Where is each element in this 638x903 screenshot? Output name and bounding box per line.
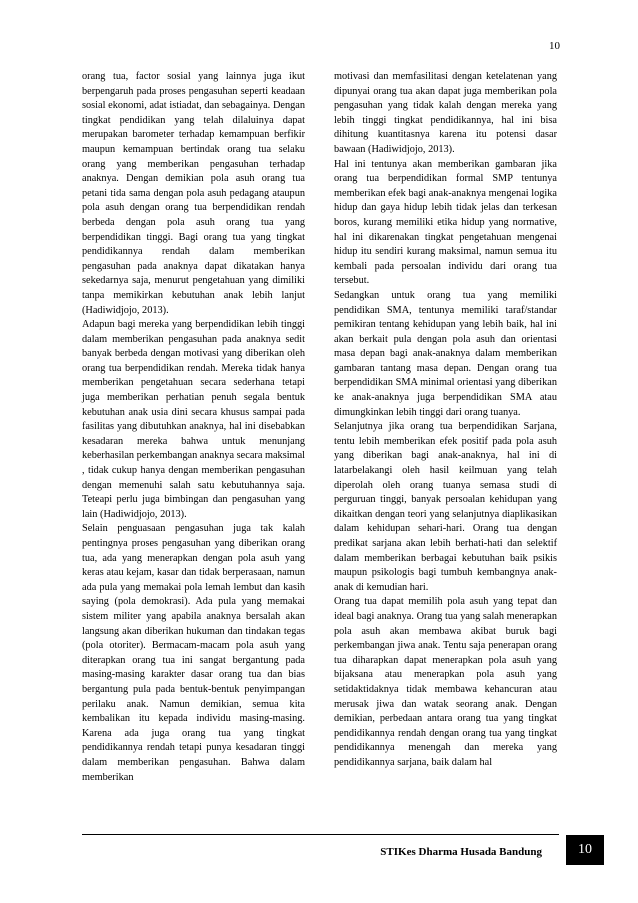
paragraph: Sedangkan untuk orang tua yang memiliki pendidikan SMA, tentunya memiliki taraf/standar pemikiran tentang kehidupan yang lebih baik, hal ini akan berkait pula dengan pola asuh dan orientasi masa depan bagi anak-anaknya dalam memberikan gambaran tantang masa depan. Dengan orang tua berpendidikan SMA minimal orientasi yang diberikan ke anak-anaknya juga berpendidikan SMA atau dimungkinkan lebih tinggi dari orang tuanya.: [334, 289, 557, 418]
footer-page-number-box: [566, 835, 604, 865]
paragraph: Adapun bagi mereka yang berpendidikan lebih tinggi dalam memberikan pengasuhan pada anaknya sedit banyak berbeda dengan motivasi yang diberikan oleh orang tua berpendidikan rendah. Mereka tidak hanya memberikan pengetahuan secara sederhana tetapi juga memberikan perhatian penuh segala bentuk kebutuhan anak usia dini secara khusus sampai pada fasilitas yang dibutuhkan anaknya, hal ini disebabkan kesadaran mereka bahwa untuk menunjang keberhasilan perkembangan anaknya secara maksimal , tidak cukup hanya dengan memberikan pengasuhan dengan memenuhi salah satu kebutuhannya saja. Teteapi perlu juga bimbingan dan pengasuhan yang lain (Hadiwidjojo, 2013).: [82, 319, 305, 520]
paragraph: motivasi dan memfasilitasi dengan ketelatenan yang dipunyai orang tua akan dapat juga memberikan pola pengasuhan yang tidak kalah dengan mereka yang lebih tinggi tingkat pendidikannya, hal ini bisa dihitung kuantitasnya karena itu potensi dasar bawaan (Hadiwidjojo, 2013).: [334, 71, 557, 155]
footer-institution: STIKes Dharma Husada Bandung: [380, 846, 542, 858]
footer-divider: [82, 834, 559, 835]
paragraph: Selain penguasaan pengasuhan juga tak kalah pentingnya proses pengasuhan yang diberikan orang tua, ada yang menerapkan dengan pola asuh yang keras atau kejam, kasar dan tidak berperasaan, namun ada pula yang memakai pola lemah lembut dan kasih saying (pola demokrasi). Ada pula yang memakai sistem militer yang apabila anaknya bersalah akan langsung akan diberikan hukuman dan tindakan tegas (pola otoriter). Bermacam-macam pola asuh yang diterapkan orang tua ini sangat bergantung pada masing-masing karakter dasar orang tua dan bias bergantung pula pada bentuk-bentuk penyimpangan perilaku anak. Namun demikian, semua kita kembalikan itu kepada individu masing-masing. Karena ada juga orang tua yang tingkat pendidikannya rendah tetapi punya kesadaran tinggi dalam memberikan pengasuhan. Bahwa dalam memberikan: [82, 523, 305, 783]
header-page-number: 10: [549, 40, 560, 52]
paragraph: Selanjutnya jika orang tua berpendidikan Sarjana, tentu lebih memberikan efek positif pada pola asuh yang diberikan bagi anak-anaknya, hal ini di latarbelakangi oleh hasil keilmuan yang telah diperolah oleh orang tuanya semasa studi di perguruan tinggi, banyak persoalan kehidupan yang dikaitkan dengan teori yang selanjutnya diaplikasikan dalam kehidupan sehari-hari. Orang tua dengan predikat sarjana akan lebih berhati-hati dan selektif dalam memberikan berbagai kebutuhan baik psikis maupun psikologis bagi tumbuh kembangnya anak-anak di kemudian hari.: [334, 421, 557, 593]
right-text-column: [334, 70, 557, 771]
left-text-column: [82, 70, 305, 785]
paragraph: orang tua, factor sosial yang lainnya juga ikut berpengaruh pada proses pengasuhan seperti keadaan sosial ekonomi, adat istiadat, dan sebagainya. Dengan tingkat pendidikan yang telah dilaluinya dapat merupakan barometer terhadap kemampuan berfikir maupun kemampuan bertindak orang tua selaku orang yang memberikan pengasuhan terhadap anaknya. Dengan demikian pola asuh orang tua petani tida sama dengan pola asuh pedagang ataupun pola asuh dengan orang tua berpendidikan rendah berbeda dengan pola asuh orang tua yang berpendidikan tinggi. Bagi orang tua yang tingkat pendidikannya rendah dalam memberikan pengasuhan pada anaknya dapat dikatakan hanya sekedarnya saja, menurut pengetahuan yang dimiliki tanpa memikirkan kebutuhan anak lebih lanjut (Hadiwidjojo, 2013).: [82, 71, 305, 316]
paragraph: Hal ini tentunya akan memberikan gambaran jika orang tua berpendidikan formal SMP tentunya memberikan efek bagi anak-anaknya mengenai logika hidup dan gaya hidup lebih tidak jelas dan terkesan boros, kurang memiliki etika hidup yang normative, hal ini dikarenakan tingkat pengetahuan mengenai hidup itu sendiri kurang maksimal, namun semua itu kembali pada persoalan individu dari orang tua tersebut.: [334, 158, 557, 287]
footer-page-number: 10: [578, 842, 592, 857]
paragraph: Orang tua dapat memilih pola asuh yang tepat dan ideal bagi anaknya. Orang tua yang salah menerapkan pola asuh akan membawa akibat buruk bagi perkembangan jiwa anak. Tentu saja penerapan orang tua diharapkan dapat menerapkan pola asuh yang bijaksana atau menerapkan pola asuh yang setidaktidaknya tidak membawa kehancuran atau merusak jiwa dan watak seorang anak. Dengan demikian, perbedaan antara orang tua yang tingkat pendidikannya rendah dengan orang tua yang tingkat pendidikannya menengah dan mereka yang pendidikannya sarjana, baik dalam hal: [334, 596, 557, 768]
